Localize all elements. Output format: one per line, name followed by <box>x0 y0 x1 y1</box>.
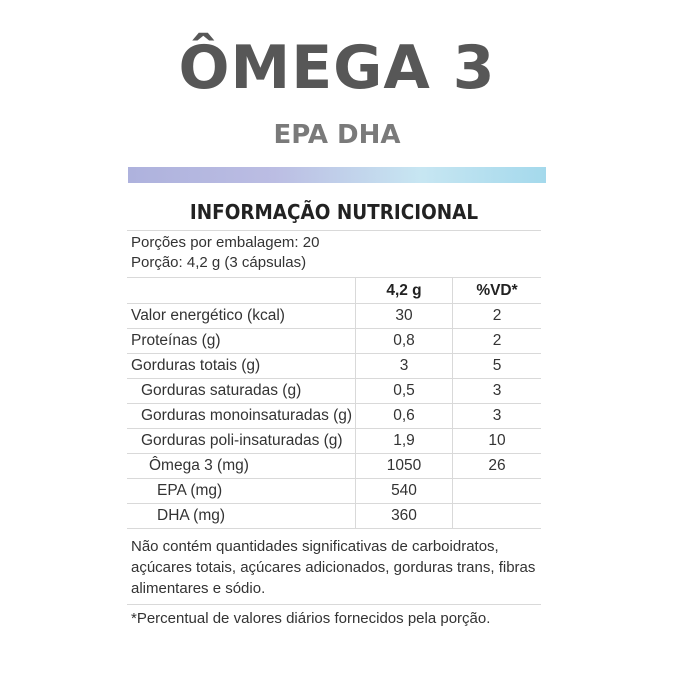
table-row <box>127 379 541 404</box>
nutrient-amount: 360 <box>356 504 453 529</box>
daily-value-footnote: *Percentual de valores diários fornecidos pela porção. <box>131 610 491 627</box>
table-row <box>127 329 541 354</box>
nutrient-amount: 0,5 <box>356 379 453 404</box>
table-header-row <box>127 278 541 304</box>
nutrient-daily-value: 3 <box>453 379 542 404</box>
nutrient-daily-value <box>453 504 542 529</box>
table-row <box>127 429 541 454</box>
product-subtitle: EPA DHA <box>273 120 401 150</box>
nutrient-amount: 30 <box>356 304 453 329</box>
table-row <box>127 304 541 329</box>
nutrition-heading: INFORMAÇÃO NUTRICIONAL <box>189 200 479 224</box>
nutrient-name: Ômega 3 (mg) <box>127 454 356 479</box>
table-row <box>127 354 541 379</box>
table-row <box>127 504 541 529</box>
nutrient-name: Gorduras totais (g) <box>127 354 356 379</box>
nutrient-daily-value: 2 <box>453 304 542 329</box>
nutrient-amount: 1050 <box>356 454 453 479</box>
column-header-daily-value: %VD* <box>453 278 542 304</box>
nutrient-amount: 3 <box>356 354 453 379</box>
nutrient-daily-value: 10 <box>453 429 542 454</box>
product-title: ÔMEGA 3 <box>178 33 496 103</box>
servings-per-package: Porções por embalagem: 20 <box>131 234 320 251</box>
nutrient-daily-value: 5 <box>453 354 542 379</box>
nutrient-daily-value: 26 <box>453 454 542 479</box>
nutrient-name: EPA (mg) <box>127 479 356 504</box>
table-row <box>127 404 541 429</box>
column-header-amount: 4,2 g <box>356 278 453 304</box>
nutrient-amount: 1,9 <box>356 429 453 454</box>
table-row <box>127 454 541 479</box>
nutrient-name: DHA (mg) <box>127 504 356 529</box>
nutrition-table <box>127 277 541 529</box>
nutrient-name: Valor energético (kcal) <box>127 304 356 329</box>
nutrient-daily-value <box>453 479 542 504</box>
nutrient-name: Gorduras poli-insaturadas (g) <box>127 429 356 454</box>
nutrient-daily-value: 3 <box>453 404 542 429</box>
nutrient-amount: 0,8 <box>356 329 453 354</box>
nutrient-name: Gorduras saturadas (g) <box>127 379 356 404</box>
nutrient-daily-value: 2 <box>453 329 542 354</box>
serving-info <box>127 231 541 277</box>
serving-size: Porção: 4,2 g (3 cápsulas) <box>131 254 307 271</box>
nutrient-amount: 540 <box>356 479 453 504</box>
table-row <box>127 479 541 504</box>
nutrient-name: Proteínas (g) <box>127 329 356 354</box>
gradient-divider-bar <box>128 167 546 183</box>
nutrient-name: Gorduras monoinsaturadas (g) <box>127 404 356 429</box>
nutrition-facts-panel <box>127 194 541 629</box>
nutrient-amount: 0,6 <box>356 404 453 429</box>
column-header-nutrient <box>127 278 356 304</box>
not-significant-note: Não contém quantidades significativas de carboidratos, açúcares totais, açúcares adicionados, gorduras trans, fibras alimentares e sódio. <box>131 538 536 597</box>
